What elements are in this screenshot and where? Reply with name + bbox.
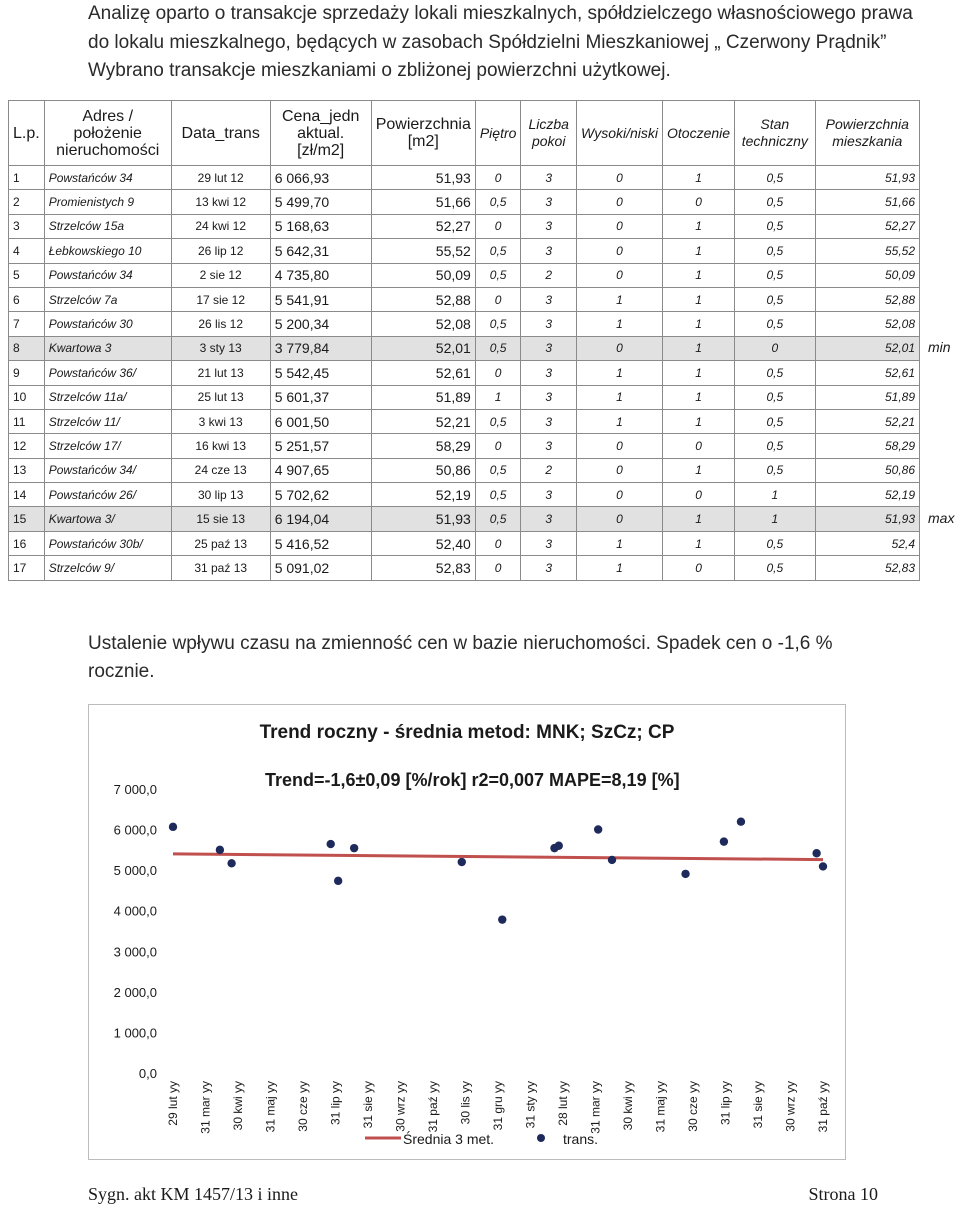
address-cell: Strzelców 11/ [44,409,171,433]
date-cell: 13 kwi 12 [171,190,270,214]
height-cell: 0 [577,507,663,531]
rooms-cell: 3 [521,556,577,580]
min-marker: min [928,339,951,356]
table-row [9,263,920,287]
date-cell: 30 lip 13 [171,483,270,507]
area-cell: 52,83 [371,556,475,580]
header-rooms: Liczba pokoi [521,101,577,166]
rooms-cell: 3 [521,409,577,433]
x-tick-label: 29 lut yy [166,1081,180,1126]
area-cell: 52,19 [371,483,475,507]
y-tick-label: 4 000,0 [113,903,157,919]
y-tick-label: 1 000,0 [113,1025,157,1041]
legend-point-swatch [537,1134,545,1142]
price-cell: 5 642,31 [270,239,371,263]
rooms-cell: 3 [521,239,577,263]
state-cell: 0,5 [735,361,816,385]
surroundings-cell: 1 [663,458,735,482]
surroundings-cell: 1 [663,263,735,287]
x-tick-label: 31 mar yy [588,1081,603,1134]
row-number: 17 [9,556,45,580]
price-cell: 4 735,80 [270,263,371,287]
data-point [594,825,602,833]
date-cell: 25 lut 13 [171,385,270,409]
rooms-cell: 3 [521,312,577,336]
price-cell: 5 499,70 [270,190,371,214]
data-point [169,823,177,831]
state-cell: 0,5 [735,239,816,263]
address-cell: Powstańców 34 [44,263,171,287]
table-row [9,287,920,311]
date-cell: 26 lis 12 [171,312,270,336]
rooms-cell: 3 [521,214,577,238]
floor-cell: 0 [475,556,521,580]
table-row [9,556,920,580]
rooms-cell: 2 [521,263,577,287]
row-number: 8 [9,336,45,360]
rooms-cell: 3 [521,385,577,409]
date-cell: 24 cze 13 [171,458,270,482]
data-point [334,877,342,885]
table-row [9,312,920,336]
floor-cell: 0 [475,166,521,190]
address-cell: Strzelców 7a [44,287,171,311]
address-cell: Powstańców 34/ [44,458,171,482]
date-cell: 17 sie 12 [171,287,270,311]
address-cell: Kwartowa 3/ [44,507,171,531]
surroundings-cell: 1 [663,214,735,238]
surroundings-cell: 1 [663,287,735,311]
chart-subtitle: Trend=-1,6±0,09 [%/rok] r2=0,007 MAPE=8,19 [%] [265,770,680,790]
height-cell: 1 [577,556,663,580]
area-cell: 52,21 [371,409,475,433]
page-footer [88,1184,878,1205]
table-row [9,458,920,482]
height-cell: 1 [577,409,663,433]
table-row [9,190,920,214]
rooms-cell: 3 [521,531,577,555]
price-cell: 6 001,50 [270,409,371,433]
row-number: 1 [9,166,45,190]
table-row [9,166,920,190]
state-cell: 0,5 [735,263,816,287]
x-tick-label: 30 cze yy [296,1081,310,1132]
x-tick-label: 31 sty yy [523,1081,538,1129]
flat-area-cell: 51,66 [815,190,919,214]
row-number: 16 [9,531,45,555]
area-cell: 51,93 [371,507,475,531]
price-cell: 4 907,65 [270,458,371,482]
table-row [9,336,920,360]
date-cell: 15 sie 13 [171,507,270,531]
data-point [327,840,335,848]
row-number: 4 [9,239,45,263]
row-number: 2 [9,190,45,214]
state-cell: 0,5 [735,458,816,482]
surroundings-cell: 1 [663,385,735,409]
floor-cell: 0,5 [475,483,521,507]
header-address: Adres / położenie nieruchomości [44,101,171,166]
x-tick-label: 30 cze yy [686,1081,700,1132]
height-cell: 1 [577,361,663,385]
row-number: 15 [9,507,45,531]
price-cell: 5 542,45 [270,361,371,385]
surroundings-cell: 1 [663,239,735,263]
height-cell: 1 [577,287,663,311]
y-tick-label: 6 000,0 [113,822,157,838]
data-point [608,856,616,864]
rooms-cell: 3 [521,166,577,190]
address-cell: Strzelców 15a [44,214,171,238]
x-tick-label: 30 kwi yy [621,1081,635,1131]
flat-area-cell: 58,29 [815,434,919,458]
flat-area-cell: 50,86 [815,458,919,482]
height-cell: 0 [577,483,663,507]
state-cell: 0,5 [735,385,816,409]
surroundings-cell: 1 [663,336,735,360]
x-tick-label: 30 kwi yy [231,1081,245,1131]
floor-cell: 0,5 [475,312,521,336]
table-row [9,434,920,458]
data-point [555,842,563,850]
row-number: 6 [9,287,45,311]
surroundings-cell: 1 [663,531,735,555]
case-reference: Sygn. akt KM 1457/13 i inne [88,1184,298,1204]
height-cell: 0 [577,190,663,214]
date-cell: 29 lut 12 [171,166,270,190]
address-cell: Powstańców 34 [44,166,171,190]
table-header-row [9,101,920,166]
area-cell: 51,66 [371,190,475,214]
price-cell: 5 251,57 [270,434,371,458]
date-cell: 3 sty 13 [171,336,270,360]
flat-area-cell: 55,52 [815,239,919,263]
price-cell: 5 702,62 [270,483,371,507]
table-row [9,214,920,238]
price-cell: 5 168,63 [270,214,371,238]
price-cell: 6 066,93 [270,166,371,190]
price-cell: 3 779,84 [270,336,371,360]
date-cell: 26 lip 12 [171,239,270,263]
area-cell: 52,08 [371,312,475,336]
state-cell: 0,5 [735,287,816,311]
state-cell: 0,5 [735,409,816,433]
x-tick-label: 31 maj yy [263,1081,278,1133]
flat-area-cell: 52,19 [815,483,919,507]
row-number: 13 [9,458,45,482]
address-cell: Strzelców 11a/ [44,385,171,409]
height-cell: 0 [577,263,663,287]
floor-cell: 0,5 [475,458,521,482]
y-tick-label: 7 000,0 [113,782,157,797]
flat-area-cell: 52,27 [815,214,919,238]
area-cell: 52,61 [371,361,475,385]
rooms-cell: 3 [521,483,577,507]
x-tick-label: 31 gru yy [491,1081,505,1131]
area-cell: 58,29 [371,434,475,458]
surroundings-cell: 0 [663,483,735,507]
table-row [9,531,920,555]
rooms-cell: 3 [521,287,577,311]
max-marker: max [928,509,955,526]
area-cell: 51,93 [371,166,475,190]
area-cell: 52,01 [371,336,475,360]
legend-label-transactions: trans. [563,1131,599,1147]
flat-area-cell: 52,01 [815,336,919,360]
floor-cell: 0,5 [475,507,521,531]
data-point [681,870,689,878]
row-number: 5 [9,263,45,287]
height-cell: 0 [577,239,663,263]
floor-cell: 0 [475,287,521,311]
floor-cell: 0,5 [475,190,521,214]
date-cell: 24 kwi 12 [171,214,270,238]
table-row [9,483,920,507]
x-tick-label: 31 sie yy [751,1081,765,1129]
floor-cell: 0 [475,214,521,238]
floor-cell: 0 [475,361,521,385]
x-tick-label: 31 sie yy [361,1081,375,1129]
flat-area-cell: 50,09 [815,263,919,287]
floor-cell: 0,5 [475,263,521,287]
date-cell: 16 kwi 13 [171,434,270,458]
header-area: Powierzchnia [m2] [371,101,475,166]
table-row [9,409,920,433]
data-point [216,846,224,854]
data-point [350,844,358,852]
address-cell: Powstańców 30 [44,312,171,336]
rooms-cell: 3 [521,434,577,458]
height-cell: 0 [577,434,663,458]
price-cell: 5 541,91 [270,287,371,311]
height-cell: 0 [577,166,663,190]
x-tick-label: 31 lip yy [718,1081,733,1126]
row-number: 10 [9,385,45,409]
state-cell: 0,5 [735,531,816,555]
state-cell: 0,5 [735,166,816,190]
rooms-cell: 3 [521,190,577,214]
flat-area-cell: 51,89 [815,385,919,409]
trend-chart-svg [89,705,845,1159]
surroundings-cell: 1 [663,507,735,531]
surroundings-cell: 0 [663,434,735,458]
table-row [9,507,920,531]
table-row [9,361,920,385]
header-date: Data_trans [171,101,270,166]
chart-title: Trend roczny - średnia metod: MNK; SzCz; CP [259,722,675,743]
state-cell: 0,5 [735,214,816,238]
x-tick-label: 31 mar yy [198,1081,213,1134]
price-cell: 6 194,04 [270,507,371,531]
data-point [458,858,466,866]
floor-cell: 0,5 [475,239,521,263]
address-cell: Strzelców 9/ [44,556,171,580]
row-number: 11 [9,409,45,433]
area-cell: 52,40 [371,531,475,555]
data-point [737,817,745,825]
data-point [819,862,827,870]
flat-area-cell: 52,4 [815,531,919,555]
date-cell: 21 lut 13 [171,361,270,385]
date-cell: 2 sie 12 [171,263,270,287]
state-cell: 0,5 [735,190,816,214]
address-cell: Promienistych 9 [44,190,171,214]
header-flat-area: Powierzchnia mieszkania [815,101,919,166]
table-row [9,239,920,263]
state-cell: 0,5 [735,312,816,336]
header-surroundings: Otoczenie [663,101,735,166]
trend-chart [88,704,846,1160]
y-tick-label: 0,0 [138,1066,157,1081]
x-tick-label: 30 wrz yy [783,1081,798,1132]
row-number: 14 [9,483,45,507]
data-point [812,849,820,857]
row-number: 7 [9,312,45,336]
height-cell: 1 [577,385,663,409]
surroundings-cell: 1 [663,361,735,385]
x-tick-label: 31 maj yy [653,1081,668,1133]
floor-cell: 0,5 [475,409,521,433]
flat-area-cell: 52,88 [815,287,919,311]
area-cell: 52,88 [371,287,475,311]
rooms-cell: 2 [521,458,577,482]
surroundings-cell: 1 [663,312,735,336]
surroundings-cell: 1 [663,166,735,190]
surroundings-cell: 0 [663,190,735,214]
flat-area-cell: 51,93 [815,166,919,190]
x-tick-label: 28 lut yy [556,1081,570,1126]
trend-line [173,854,823,860]
data-point [720,837,728,845]
header-floor: Piętro [475,101,521,166]
floor-cell: 0,5 [475,336,521,360]
page-number: Strona 10 [808,1184,878,1204]
state-cell: 1 [735,483,816,507]
data-point [498,915,506,923]
price-cell: 5 200,34 [270,312,371,336]
table-row [9,385,920,409]
height-cell: 1 [577,531,663,555]
date-cell: 31 paź 13 [171,556,270,580]
state-cell: 0,5 [735,556,816,580]
price-cell: 5 601,37 [270,385,371,409]
surroundings-cell: 0 [663,556,735,580]
intro-paragraph: Analizę oparto o transakcje sprzedaży lokali mieszkalnych, spółdzielczego własnościowego prawa do lokalu mieszkalnego, będących w zasobach Spółdzielni Mieszkaniowej „ Czerwony Prądnik” Wybrano transakcje mieszkaniami o zbliżonej powierzchni użytkowej. [88,3,913,81]
transactions-table [8,100,920,581]
header-height: Wysoki/niski [577,101,663,166]
floor-cell: 1 [475,385,521,409]
rooms-cell: 3 [521,507,577,531]
address-cell: Łebkowskiego 10 [44,239,171,263]
rooms-cell: 3 [521,336,577,360]
floor-cell: 0 [475,434,521,458]
flat-area-cell: 52,21 [815,409,919,433]
area-cell: 52,27 [371,214,475,238]
area-cell: 55,52 [371,239,475,263]
y-tick-label: 5 000,0 [113,863,157,879]
flat-area-cell: 52,08 [815,312,919,336]
height-cell: 0 [577,336,663,360]
date-cell: 3 kwi 13 [171,409,270,433]
x-tick-label: 31 lip yy [328,1081,343,1126]
y-tick-label: 3 000,0 [113,944,157,960]
surroundings-cell: 1 [663,409,735,433]
x-tick-label: 31 paź yy [816,1081,830,1133]
flat-area-cell: 51,93 [815,507,919,531]
height-cell: 0 [577,214,663,238]
row-number: 3 [9,214,45,238]
data-point [227,859,235,867]
x-tick-label: 31 paź yy [426,1081,440,1133]
date-cell: 25 paź 13 [171,531,270,555]
state-cell: 0,5 [735,434,816,458]
state-cell: 1 [735,507,816,531]
flat-area-cell: 52,83 [815,556,919,580]
area-cell: 50,86 [371,458,475,482]
row-number: 12 [9,434,45,458]
height-cell: 0 [577,458,663,482]
price-cell: 5 416,52 [270,531,371,555]
height-cell: 1 [577,312,663,336]
x-tick-label: 30 wrz yy [393,1081,408,1132]
flat-area-cell: 52,61 [815,361,919,385]
time-influence-paragraph: Ustalenie wpływu czasu na zmienność cen w bazie nieruchomości. Spadek cen o -1,6 % rocznie. [88,633,833,682]
header-state: Stan techniczny [735,101,816,166]
x-tick-label: 30 lis yy [458,1081,473,1125]
address-cell: Powstańców 36/ [44,361,171,385]
address-cell: Kwartowa 3 [44,336,171,360]
address-cell: Powstańców 30b/ [44,531,171,555]
area-cell: 50,09 [371,263,475,287]
rooms-cell: 3 [521,361,577,385]
price-cell: 5 091,02 [270,556,371,580]
row-number: 9 [9,361,45,385]
area-cell: 51,89 [371,385,475,409]
header-price: Cena_jedn aktual. [zł/m2] [270,101,371,166]
address-cell: Powstańców 26/ [44,483,171,507]
floor-cell: 0 [475,531,521,555]
y-tick-label: 2 000,0 [113,984,157,1000]
address-cell: Strzelców 17/ [44,434,171,458]
state-cell: 0 [735,336,816,360]
legend-label-average: Średnia 3 met. [403,1131,495,1147]
header-lp: L.p. [9,101,45,166]
